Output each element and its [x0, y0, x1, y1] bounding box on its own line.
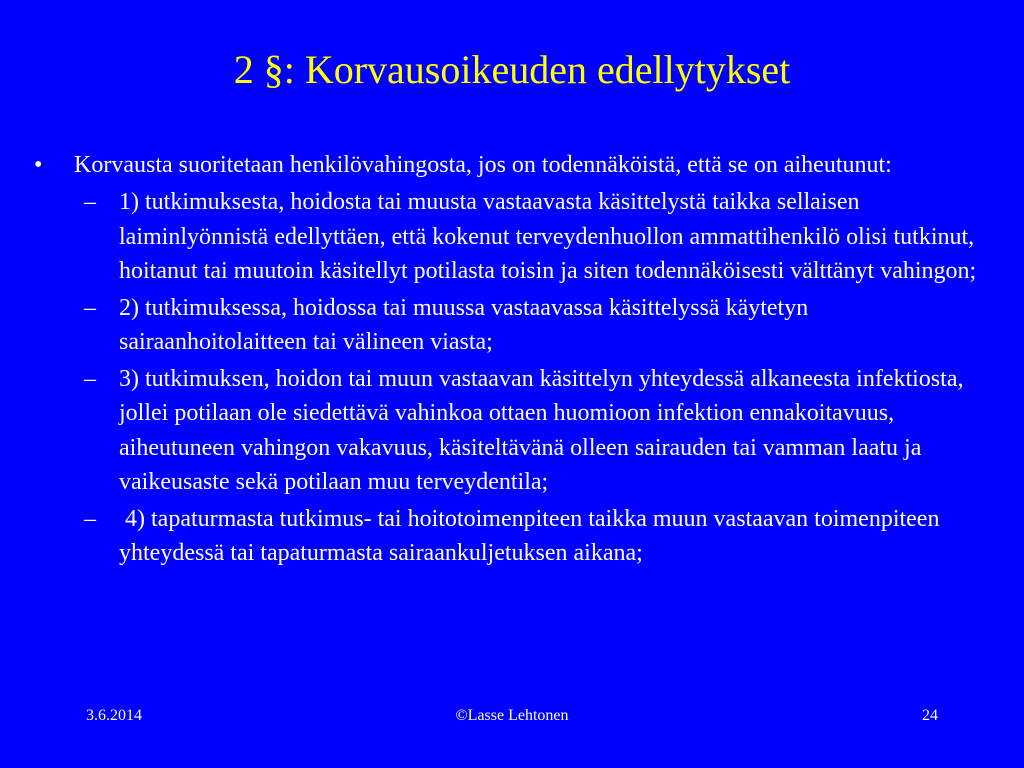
sub-bullet-1: [84, 185, 999, 289]
sub-bullet-3: [84, 362, 999, 500]
sub-bullet-text: 4) tapaturmasta tutkimus- tai hoitotoimenpiteen taikka muun vastaavan toimenpiteen yhteydessä tai tapaturmasta sairaankuljetuksen aikana;: [119, 505, 946, 566]
dash-marker: –: [84, 365, 96, 392]
sub-bullet-list: [34, 185, 999, 571]
slide-content: [34, 148, 999, 573]
dash-marker: –: [84, 505, 96, 532]
bullet-marker: •: [34, 152, 43, 178]
sub-bullet-4: [84, 502, 999, 571]
sub-bullet-text: 1) tutkimuksesta, hoidosta tai muusta vastaavasta käsittelystä taikka sellaisen laiminlyönnistä edellyttäen, että kokenut terveydenhuollon ammattihenkilö olisi tutkinut, hoitanut tai muutoin käsitellyt potilasta toisin ja siten todennäköisesti välttänyt vahingon;: [119, 189, 977, 284]
dash-marker: –: [84, 294, 96, 321]
main-bullet: [34, 148, 999, 183]
slide-title: 2 §: Korvausoikeuden edellytykset: [233, 47, 791, 92]
sub-bullet-text: 2) tutkimuksessa, hoidossa tai muussa vastaavassa käsittelyssä käytetyn sairaanhoitolaitteen tai välineen viasta;: [119, 294, 809, 355]
footer-date: 3.6.2014: [86, 707, 142, 724]
dash-marker: –: [84, 189, 96, 215]
main-bullet-text: Korvausta suoritetaan henkilövahingosta, jos on todennäköistä, että se on aiheutunut:: [74, 152, 892, 178]
sub-bullet-2: [84, 291, 999, 360]
footer-author: ©Lasse Lehtonen: [455, 707, 569, 724]
sub-bullet-text: 3) tutkimuksen, hoidon tai muun vastaavan käsittelyn yhteydessä alkaneesta infektiosta, jollei potilaan ole siedettävä vahinkoa ottaen huomioon infektion ennakoitavuus, aiheutuneen vahingon vakavuus, käsiteltävänä olleen sairauden tai vamman laatu ja vaikeusaste sekä potilaan muu terveydentila;: [119, 365, 964, 495]
footer-page-number: 24: [922, 707, 938, 724]
